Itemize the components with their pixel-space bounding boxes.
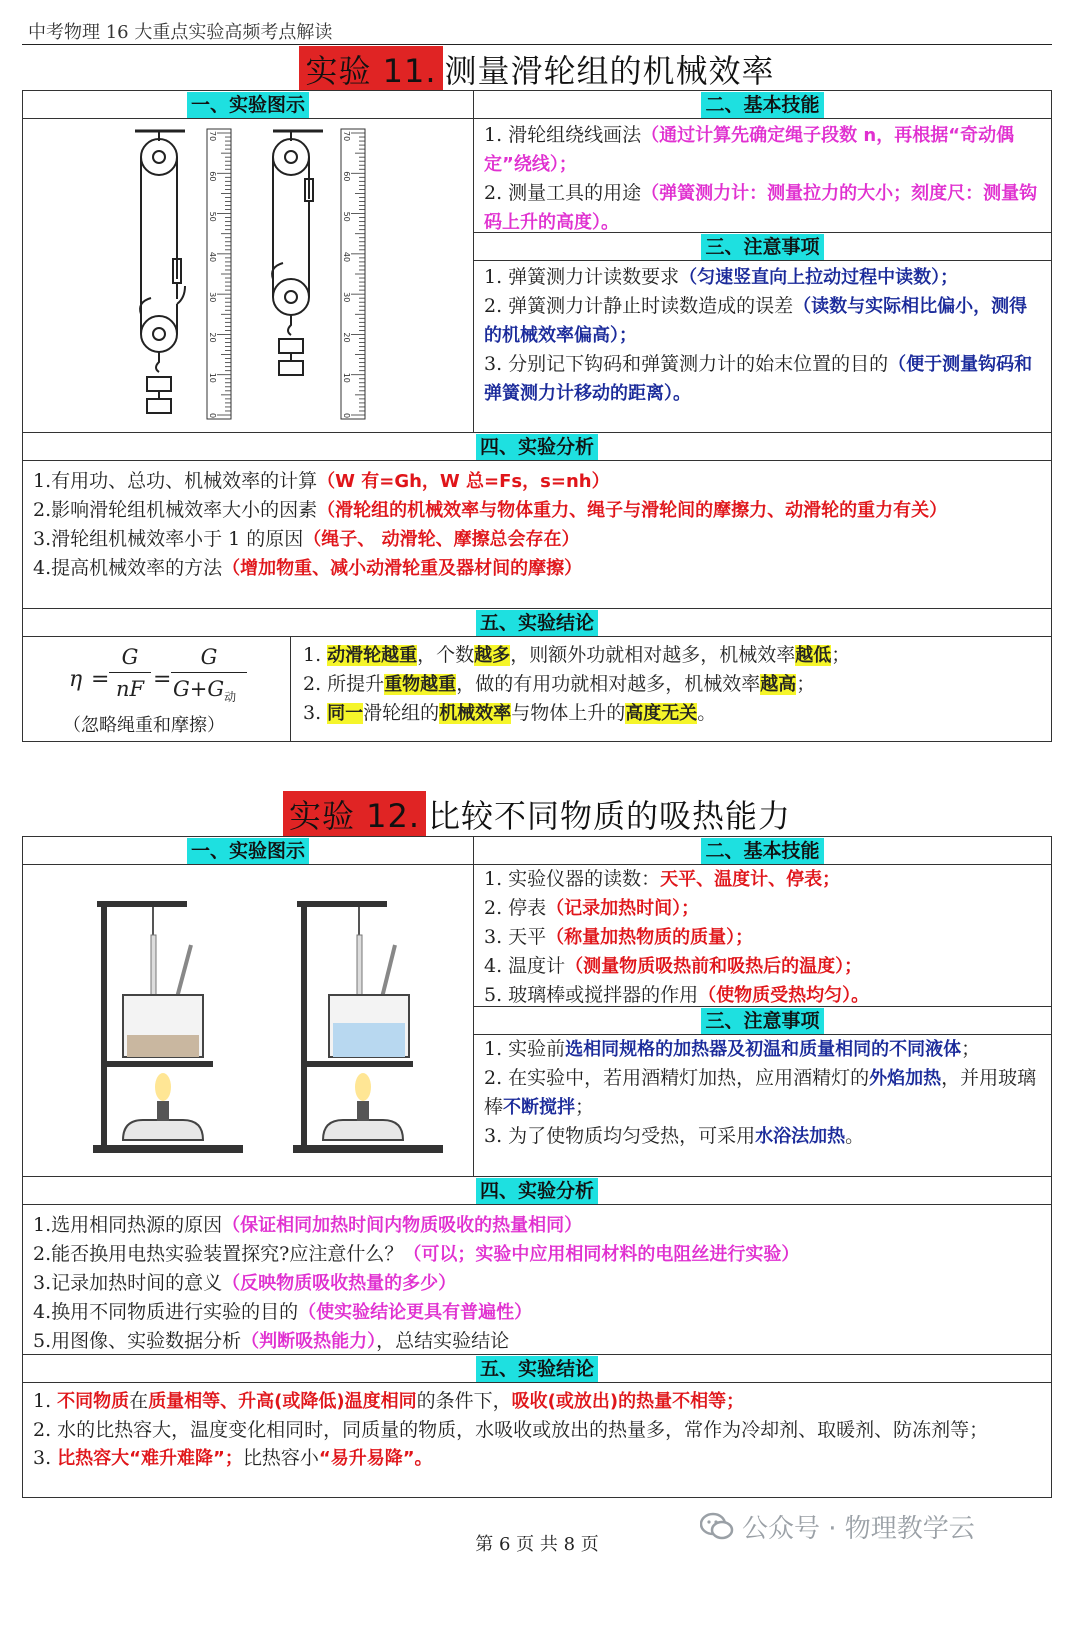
watermark-text: 公众号 · 物理教学云 <box>742 1514 975 1544</box>
exp11-name: 测量滑轮组的机械效率 <box>444 52 775 90</box>
ruler-label: 70 <box>208 131 217 142</box>
ruler-label: 0 <box>208 413 217 419</box>
list-item: 1. 动滑轮越重，个数越多，则额外功就相对越多，机械效率越低； <box>303 644 851 666</box>
exp12-sec2-title: 二、基本技能 <box>701 838 823 864</box>
exp12-conclusion-section <box>23 1355 1051 1497</box>
list-item: 3. 为了使物质均匀受热，可采用水浴法加热。 <box>484 1125 865 1147</box>
ruler-label: 20 <box>342 332 351 343</box>
ruler-label: 40 <box>342 251 351 263</box>
ruler-label: 0 <box>342 413 351 419</box>
exp11-conclusion-section <box>23 609 1051 741</box>
exp11-figure-section <box>23 91 474 433</box>
exp11-notes-list <box>484 263 1043 408</box>
exp12-conclusion-list <box>33 1387 1043 1473</box>
list-item: 2. 所提升重物越重，做的有用功就相对越多，机械效率越高； <box>303 673 816 695</box>
exp12-figure-section <box>23 837 474 1177</box>
ruler-label: 60 <box>342 171 351 182</box>
list-item: 4.提高机械效率的方法（增加物重、减小动滑轮重及器材间的摩擦） <box>33 557 583 579</box>
list-item: 3. 分别记下钩码和弹簧测力计的始末位置的目的（便于测量钩码和弹簧测力计移动的距离）。 <box>484 353 1033 404</box>
ruler-label: 70 <box>342 131 351 142</box>
wechat-icon <box>700 1512 734 1542</box>
exp12-analysis-section <box>23 1177 1051 1355</box>
list-item: 2. 停表（记录加热时间）； <box>484 897 700 919</box>
list-item: 1. 不同物质在质量相等、升高(或降低)温度相同的条件下，吸收(或放出)的热量不相等； <box>33 1390 745 1412</box>
ruler-label: 10 <box>207 372 217 383</box>
list-item: 2.能否换用电热实验装置探究?应注意什么？（可以；实验中应用相同材料的电阻丝进行实验） <box>33 1243 800 1265</box>
exp11-conclusion-list <box>303 641 1043 728</box>
exp12-table <box>22 836 1052 1498</box>
pulley-figure <box>23 119 473 431</box>
exp11-sec3-title: 三、注意事项 <box>701 234 823 260</box>
exp11-notes-section <box>474 233 1051 433</box>
document-header: 中考物理 16 大重点实验高频考点解读 <box>28 22 333 43</box>
ruler-label: 60 <box>208 171 217 182</box>
list-item: 5. 玻璃棒或搅拌器的作用（使物质受热均匀）。 <box>484 984 870 1006</box>
exp12-notes-section <box>474 1007 1051 1177</box>
list-item: 2.影响滑轮组机械效率大小的因素（滑轮组的机械效率与物体重力、绳子与滑轮间的摩擦力、动滑轮的重力有关） <box>33 499 948 521</box>
ruler-label: 40 <box>208 251 217 263</box>
list-item: 2. 测量工具的用途（弹簧测力计：测量拉力的大小；刻度尺：测量钩码上升的高度）。 <box>484 182 1038 233</box>
ruler-label: 50 <box>208 211 217 222</box>
list-item: 1. 实验前选相同规格的加热器及初温和质量相同的不同液体； <box>484 1038 981 1060</box>
list-item: 2. 弹簧测力计静止时读数造成的误差（读数与实际相比偏小，测得的机械效率偏高）； <box>484 295 1028 346</box>
exp12-notes-list <box>484 1035 1043 1151</box>
heating-apparatus-figure <box>23 865 473 1175</box>
exp11-tag: 实验 11. <box>299 46 442 92</box>
exp12-title <box>0 792 1074 836</box>
list-item: 1. 滑轮组绕线画法（通过计算先确定绳子段数 n，再根据“奇动偶定”绕线）； <box>484 124 1015 175</box>
exp12-sec5-title: 五、实验结论 <box>476 1356 598 1382</box>
exp12-name: 比较不同物质的吸热能力 <box>428 797 792 835</box>
apparatus-right <box>293 901 443 1153</box>
exp11-sec1-title: 一、实验图示 <box>187 92 309 118</box>
list-item: 5.用图像、实验数据分析（判断吸热能力），总结实验结论 <box>33 1330 510 1352</box>
exp12-tag: 实验 12. <box>283 791 426 837</box>
exp11-skills-list <box>484 121 1043 237</box>
ruler-label: 10 <box>342 372 351 383</box>
list-item: 1.有用功、总功、机械效率的计算（W 有=Gh，W 总=Fs，s=nh） <box>33 470 610 492</box>
ruler-label: 50 <box>342 211 351 222</box>
exp12-sec3-title: 三、注意事项 <box>701 1008 823 1034</box>
exp11-table <box>22 90 1052 742</box>
exp11-analysis-section <box>23 433 1051 609</box>
list-item: 3. 比热容大“难升难降”；比热容小“易升易降”。 <box>33 1447 433 1469</box>
exp11-analysis-list <box>33 467 1043 583</box>
exp12-sec1-title: 一、实验图示 <box>187 838 309 864</box>
list-item: 2. 水的比热容大，温度变化相同时，同质量的物质，水吸收或放出的热量多，常作为冷却剂、取暖剂、防冻剂等； <box>33 1419 989 1441</box>
list-item: 3. 同一滑轮组的机械效率与物体上升的高度无关。 <box>303 702 717 724</box>
ruler-label: 30 <box>208 292 217 303</box>
exp12-sec4-title: 四、实验分析 <box>476 1178 598 1204</box>
exp11-sec5-title: 五、实验结论 <box>476 610 598 636</box>
ruler-label: 30 <box>342 292 351 303</box>
page-number: 第 6 页 共 8 页 <box>475 1534 599 1555</box>
exp11-sec2-title: 二、基本技能 <box>701 92 823 118</box>
list-item: 3.滑轮组机械效率小于 1 的原因（绳子、 动滑轮、摩擦总会存在） <box>33 528 580 550</box>
list-item: 3. 天平（称量加热物质的质量）； <box>484 926 754 948</box>
exp12-skills-section <box>474 837 1051 1007</box>
list-item: 2. 在实验中，若用酒精灯加热，应用酒精灯的外焰加热，并用玻璃棒不断搅拌； <box>484 1067 1037 1118</box>
ruler-label: 20 <box>208 332 217 343</box>
exp11-title <box>0 48 1074 90</box>
exp11-skills-section <box>474 91 1051 233</box>
list-item: 1. 弹簧测力计读数要求（匀速竖直向上拉动过程中读数）； <box>484 266 959 288</box>
watermark <box>700 1508 975 1545</box>
exp12-analysis-list <box>33 1211 1043 1356</box>
exp12-skills-list <box>484 865 1043 1010</box>
efficiency-formula: η = G nF = G $G+G_动$ （忽略绳重和摩擦） <box>23 637 291 741</box>
list-item: 1. 实验仪器的读数：天平、温度计、停表； <box>484 868 841 890</box>
list-item: 3.记录加热时间的意义（反映物质吸收热量的多少） <box>33 1272 457 1294</box>
apparatus-left <box>93 901 243 1153</box>
list-item: 4. 温度计（测量物质吸热前和吸热后的温度）； <box>484 955 863 977</box>
list-item: 1.选用相同热源的原因（保证相同加热时间内物质吸收的热量相同） <box>33 1214 583 1236</box>
list-item: 4.换用不同物质进行实验的目的（使实验结论更具有普遍性） <box>33 1301 533 1323</box>
header-divider <box>22 44 1052 45</box>
exp11-sec4-title: 四、实验分析 <box>476 434 598 460</box>
